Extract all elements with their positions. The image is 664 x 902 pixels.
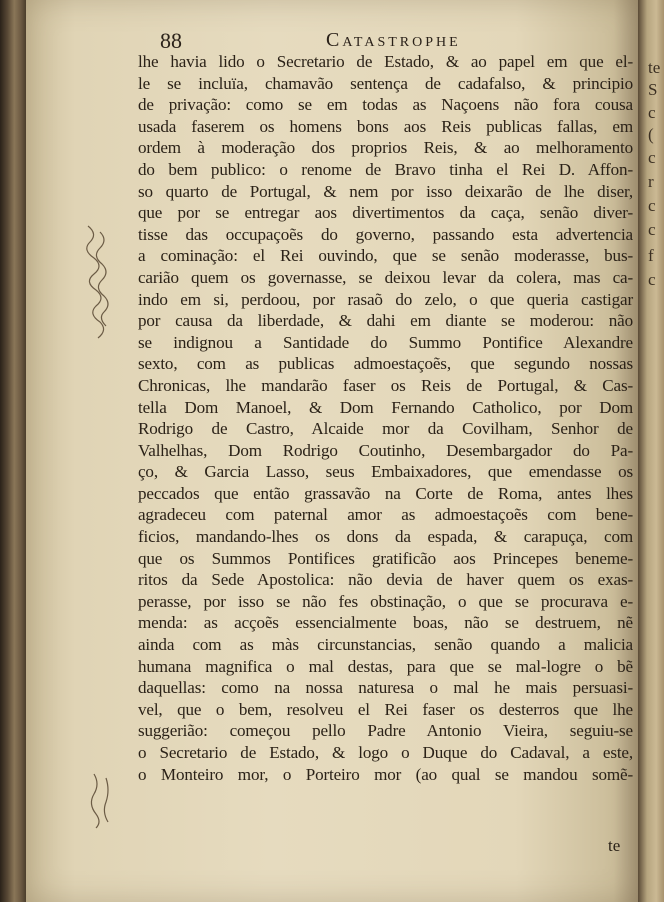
facing-page-fragment: c xyxy=(648,196,656,215)
text-line: so quarto de Portugal, & nem por isso deixarão de lhe diser, xyxy=(138,181,633,201)
text-line: ainda com as màs circunstancias, senão quando a malicia xyxy=(138,635,633,655)
text-line: daquellas: como na nossa naturesa o mal he mais persuasi- xyxy=(138,678,633,698)
text-line: carião quem os governasse, se deixou levar da colera, mas ca- xyxy=(138,267,633,287)
margin-annotation-mark xyxy=(82,222,112,352)
facing-page-fragment: c xyxy=(648,148,656,167)
text-line: Chronicas, lhe mandarão faser os Reis de Portugal, & Cas- xyxy=(138,375,633,395)
text-line: o Monteiro mor, o Porteiro mor (ao qual se mandou somẽ- xyxy=(138,764,633,784)
text-line: ço, & Garcia Lasso, seus Embaixadores, que emendasse os xyxy=(138,462,633,482)
text-line: Valhelhas, Dom Rodrigo Coutinho, Desembargador do Pa- xyxy=(138,440,633,460)
text-line: do bem publico: o renome de Bravo tinha el Rei D. Affon- xyxy=(138,159,633,179)
text-line: se indignou a Santidade do Summo Pontifice Alexandre xyxy=(138,332,633,352)
facing-page-fragment: S xyxy=(648,80,658,99)
margin-annotation-mark xyxy=(86,770,116,830)
facing-page-fragment: c xyxy=(648,103,656,122)
text-line: vel, que o bem, resolveu el Rei faser os desterros que lhe xyxy=(138,699,633,719)
text-line: lhe havia lido o Secretario de Estado, & ao papel em que el- xyxy=(138,52,633,71)
text-line: o Secretario de Estado, & logo o Duque do Cadaval, a este, xyxy=(138,743,633,762)
text-line: tisse das occupaçoẽs do governo, passando esta advertencia xyxy=(138,224,633,244)
text-line: tella Dom Manoel, & Dom Fernando Catholico, por Dom xyxy=(138,397,633,417)
facing-page-fragment: ( xyxy=(648,125,654,144)
text-line: a cominação: el Rei ouvindo, que se senão moderasse, bus- xyxy=(138,246,633,266)
text-line: usada faserem os homens bons aos Reis publicas fallas, em xyxy=(138,116,633,136)
running-head: Catastrophe xyxy=(326,29,461,51)
text-line: humana magnifica o mal destas, para que se mal-logre o bẽ xyxy=(138,656,633,676)
page-body-text xyxy=(138,51,633,785)
facing-page-fragment: c xyxy=(648,220,656,239)
text-line: ritos da Sede Apostolica: não devia de haver quem os exas- xyxy=(138,570,633,590)
book-spine-edge xyxy=(0,0,26,902)
page-number: 88 xyxy=(160,28,182,53)
facing-page-fragment: c xyxy=(648,270,656,289)
text-line: indo em si, perdoou, por rasaõ do zelo, o que queria castigar xyxy=(138,289,633,309)
facing-page-fragment: te xyxy=(648,58,661,77)
facing-page-edge xyxy=(638,0,664,902)
text-line: de privação: como se em todas as Naçoens não fora cousa xyxy=(138,95,633,115)
text-line: sexto, com as publicas admoestaçoẽs, que segundo nossas xyxy=(138,354,633,374)
text-line: que os Summos Pontifices gratificão aos Princepes beneme- xyxy=(138,548,633,568)
text-line: le se incluïa, chamavão sentença de cadafalso, & principio xyxy=(138,73,633,93)
text-line: ordem à moderação dos proprios Reis, & ao melhoramento xyxy=(138,138,633,158)
text-line: Rodrigo de Castro, Alcaide mor da Covilham, Senhor de xyxy=(138,419,633,439)
facing-page-fragment: r xyxy=(648,172,654,191)
text-line: ficios, mandando-lhes os dons da espada, & carapuça, com xyxy=(138,527,633,547)
catchword: te xyxy=(608,836,621,855)
page-header xyxy=(156,26,536,52)
text-line: que por se entregar aos divertimentos da caça, senão diver- xyxy=(138,203,633,223)
text-line: agradeceu com paternal amor as admoestaçoẽs com bene- xyxy=(138,505,633,525)
text-line: perasse, por isso se não fes obstinação, o que se procurava e- xyxy=(138,591,633,611)
book-page xyxy=(26,0,638,902)
text-line: suggerião: começou pello Padre Antonio Vieira, seguiu-se xyxy=(138,721,633,741)
text-line: menda: as acçoẽs essencialmente boas, não se destruem, nẽ xyxy=(138,613,633,633)
text-line: peccados que então grassavão na Corte de Roma, antes lhes xyxy=(138,483,633,503)
text-line: por causa da liberdade, & dahi em diante se moderou: não xyxy=(138,311,633,331)
facing-page-fragment: f xyxy=(648,246,654,265)
